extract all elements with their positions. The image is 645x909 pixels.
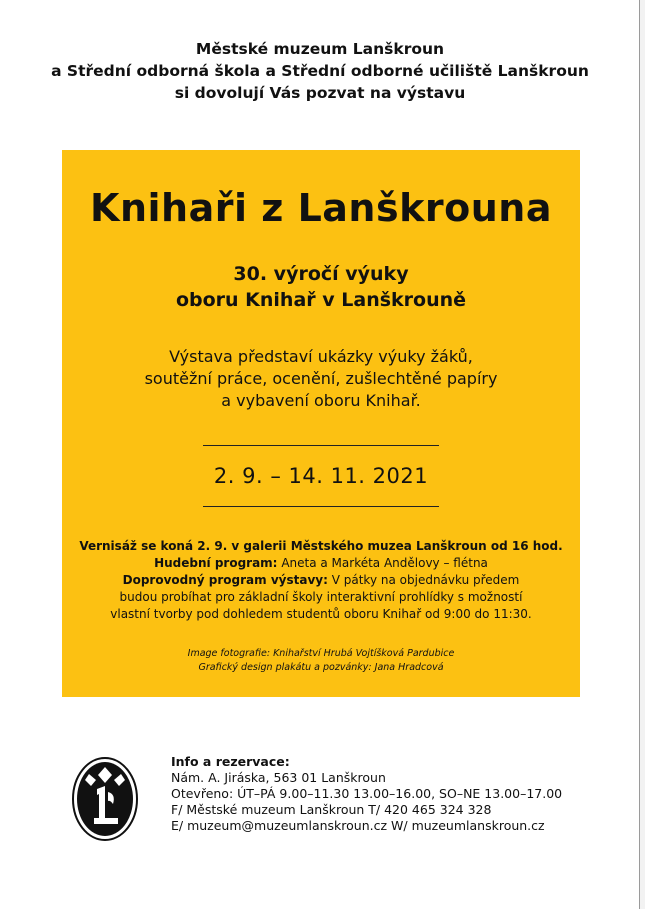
side-program-text-3: vlastní tvorby pod dohledem studentů oboru Knihař od 9:00 do 11:30.	[110, 607, 532, 621]
description-line-3: a vybavení oboru Knihař.	[221, 391, 421, 410]
divider-top	[203, 445, 439, 446]
music-label: Hudební program:	[154, 556, 278, 570]
header-line-3: si dovolují Vás pozvat na výstavu	[174, 84, 466, 102]
subtitle-line-2: oboru Knihař v Lanškrouně	[175, 289, 467, 311]
vernisage-text: Vernisáž se koná 2. 9. v galerii Městského muzea Lanškroun od 16 hod.	[79, 539, 563, 553]
info-address: Nám. A. Jiráska, 563 01 Lanškroun	[171, 770, 386, 785]
side-program-text-2: budou probíhat pro základní školy interaktivní prohlídky s možností	[119, 590, 523, 604]
info-hours: Otevřeno: ÚT–PÁ 9.00–11.30 13.00–16.00, SO–NE 13.00–17.00	[171, 786, 563, 801]
header-line-1: Městské muzeum Lanškroun	[195, 40, 445, 58]
museum-logo-icon	[72, 756, 138, 842]
music-text: Aneta a Markéta Andělovy – flétna	[281, 556, 488, 570]
exhibition-description	[62, 346, 580, 412]
description-line-1: Výstava představí ukázky výuky žáků,	[169, 347, 473, 366]
info-web: E/ muzeum@muzeumlanskroun.cz W/ muzeumlanskroun.cz	[171, 818, 545, 833]
exhibition-dates: 2. 9. – 14. 11. 2021	[213, 464, 429, 488]
exhibition-title: Knihaři z Lanškrouna	[90, 186, 552, 230]
divider-bottom	[203, 506, 439, 507]
description-line-2: soutěžní práce, ocenění, zušlechtěné papíry	[144, 369, 498, 388]
program-info	[62, 538, 580, 623]
contact-info	[171, 754, 631, 834]
exhibition-panel	[62, 150, 580, 697]
side-program-text-1: V pátky na objednávku předem	[331, 573, 520, 587]
credit-design: Grafický design plakátu a pozvánky: Jana Hradcová	[198, 662, 444, 673]
exhibition-subtitle	[62, 261, 580, 313]
info-heading: Info a rezervace:	[171, 754, 290, 769]
info-phone: F/ Městské muzeum Lanškroun T/ 420 465 324 328	[171, 802, 492, 817]
invitation-header	[0, 38, 640, 104]
credits	[62, 647, 580, 675]
side-program-label: Doprovodný program výstavy:	[122, 573, 328, 587]
credit-photo: Image fotografie: Knihařství Hrubá Vojtíšková Pardubice	[187, 648, 455, 659]
header-line-2: a Střední odborná škola a Střední odborné učiliště Lanškroun	[51, 62, 589, 80]
subtitle-line-1: 30. výročí výuky	[233, 263, 409, 285]
page-edge	[639, 0, 645, 909]
